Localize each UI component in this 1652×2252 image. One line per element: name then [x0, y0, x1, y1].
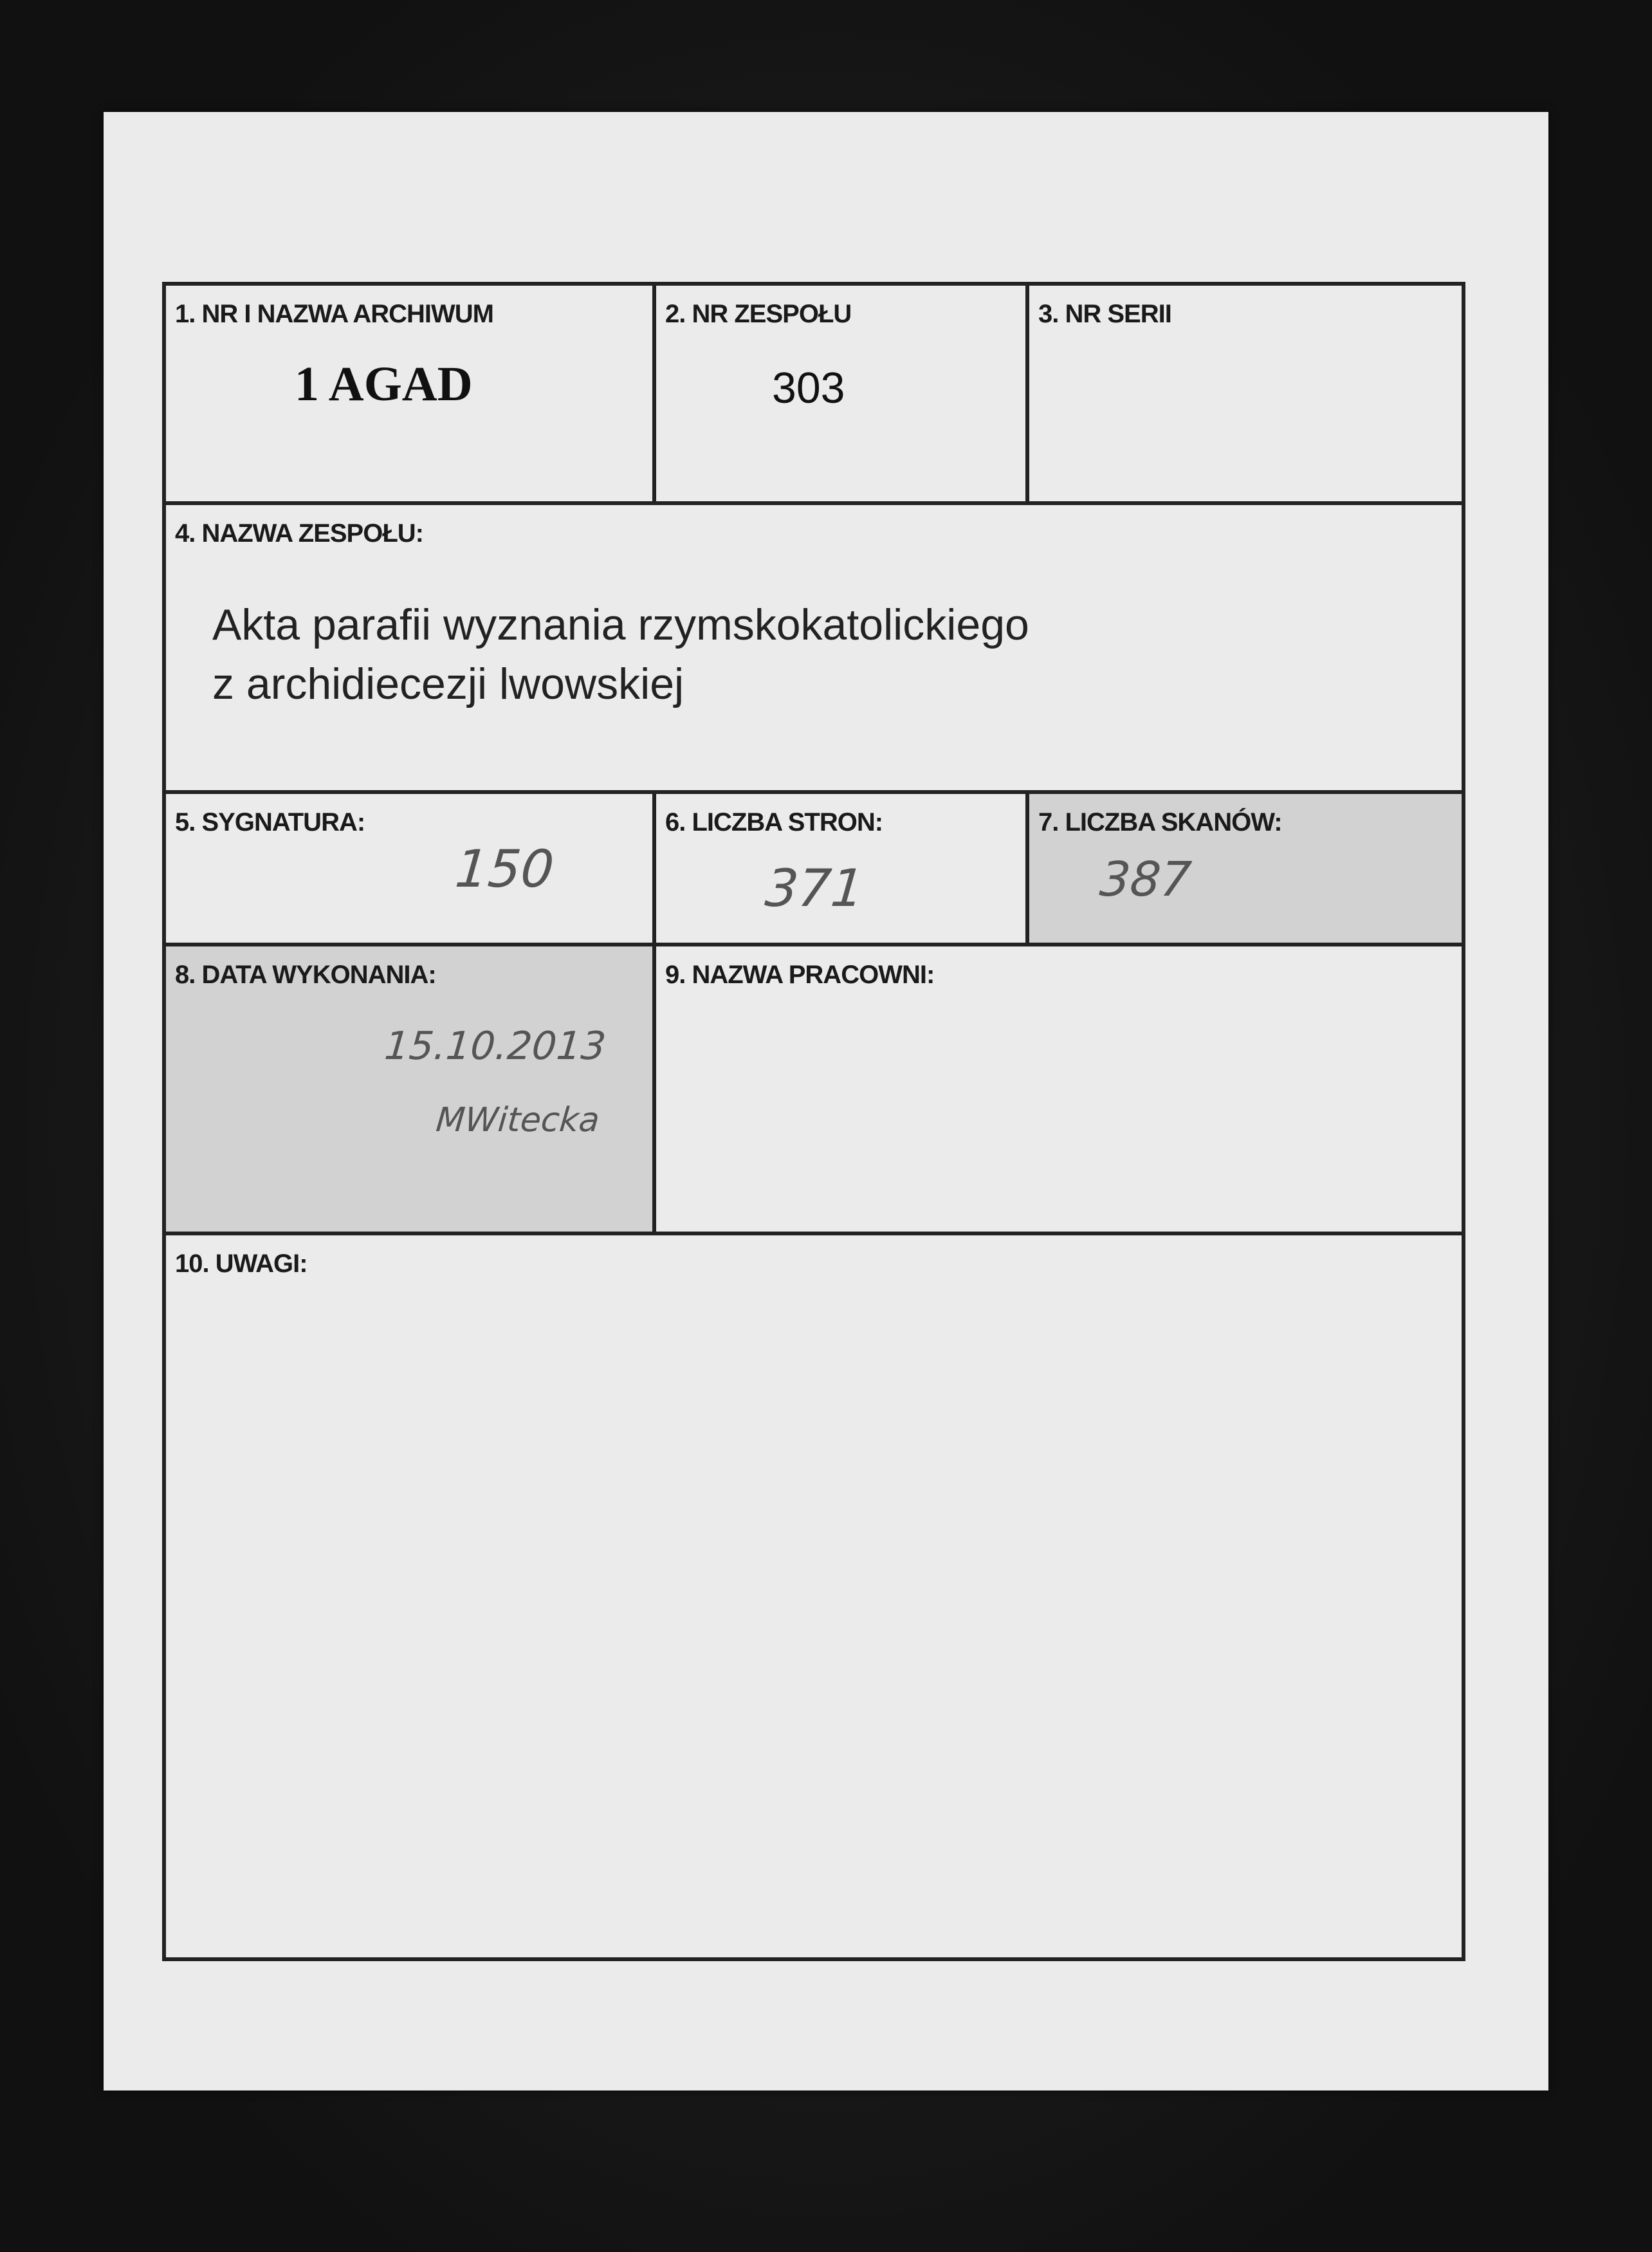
handwritten-signature: MWitecka	[434, 1101, 601, 1140]
field-label: 5. SYGNATURA:	[175, 808, 365, 836]
archive-value: 1 AGAD	[295, 357, 473, 411]
fonds-number-value: 303	[772, 364, 845, 412]
field-archive	[162, 282, 656, 505]
field-scan-count	[1025, 790, 1465, 946]
fonds-name-value	[212, 595, 1029, 714]
page-count-value: 371	[762, 858, 867, 918]
execution-date-value: 15.10.2013	[382, 1024, 608, 1069]
field-label: 9. NAZWA PRACOWNI:	[665, 961, 935, 989]
field-label: 7. LICZBA SKANÓW:	[1038, 808, 1282, 836]
signature-number-value: 150	[452, 839, 556, 899]
field-page-count	[652, 790, 1029, 946]
field-label: 4. NAZWA ZESPOŁU:	[175, 519, 423, 548]
archive-metadata-sheet	[104, 112, 1548, 2090]
field-label: 10. UWAGI:	[175, 1250, 307, 1278]
field-label: 1. NR I NAZWA ARCHIWUM	[175, 300, 493, 328]
field-signature-number	[162, 790, 656, 946]
fonds-name-line: z archidiecezji lwowskiej	[212, 660, 684, 708]
field-execution-date	[162, 943, 656, 1235]
fonds-name-line: Akta parafii wyznania rzymskokatolickiego	[212, 600, 1029, 649]
field-fonds-number	[652, 282, 1029, 505]
field-label: 6. LICZBA STRON:	[665, 808, 883, 836]
field-label: 8. DATA WYKONANIA:	[175, 961, 436, 989]
field-series-number	[1025, 282, 1465, 505]
field-label: 2. NR ZESPOŁU	[665, 300, 852, 328]
scan-count-value: 387	[1097, 852, 1194, 907]
field-label: 3. NR SERII	[1038, 300, 1171, 328]
field-remarks	[162, 1232, 1465, 1961]
field-fonds-name	[162, 501, 1465, 794]
field-workshop-name	[652, 943, 1465, 1235]
